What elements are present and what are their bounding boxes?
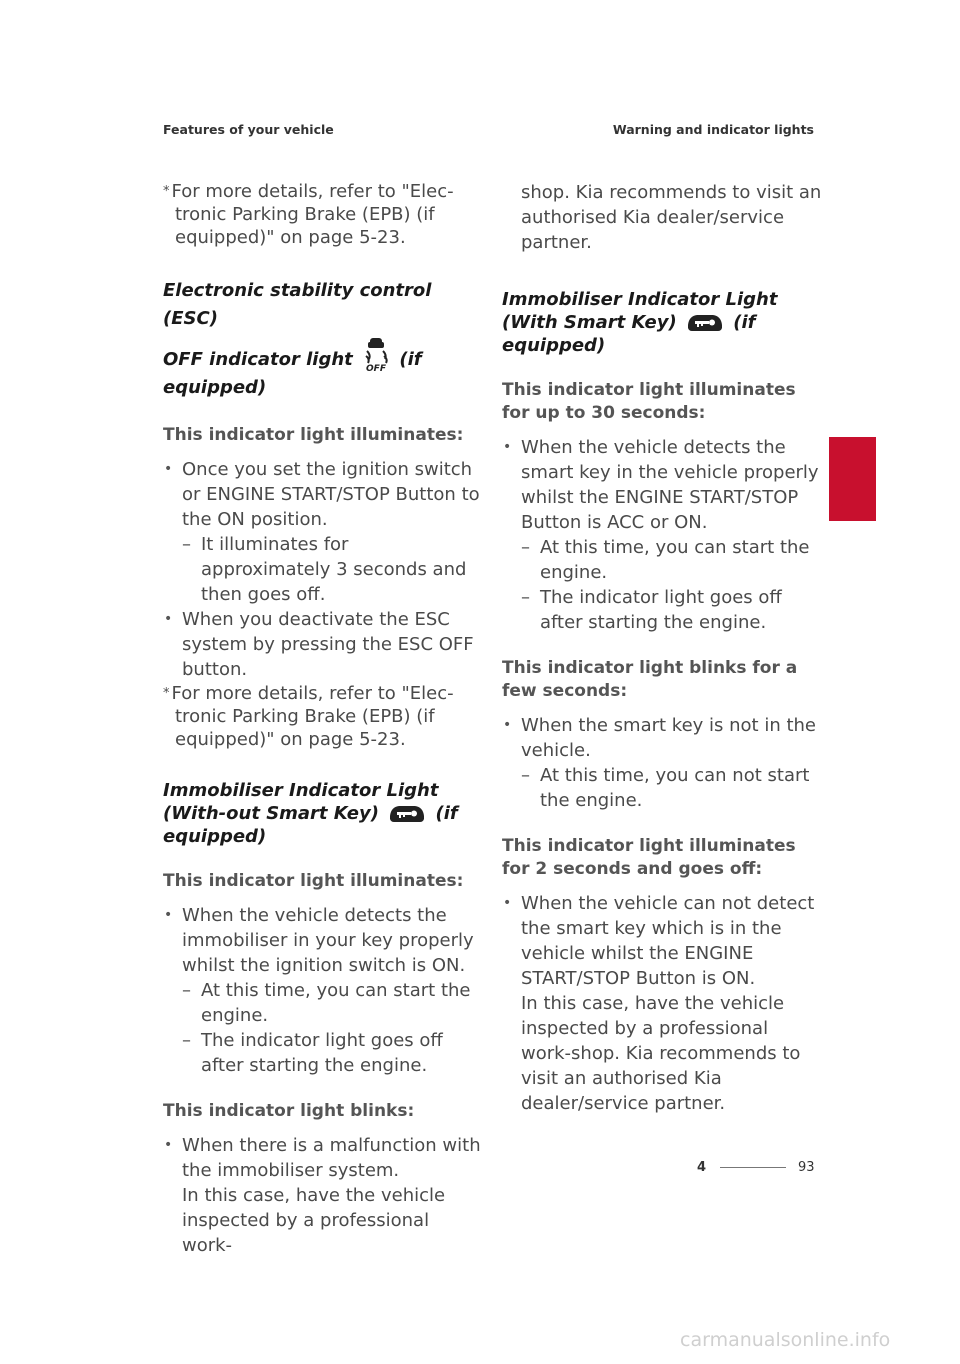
header-chapter-title: Warning and indicator lights: [612, 122, 814, 137]
esc-off-icon-label: OFF: [366, 364, 387, 373]
list-item: – At this time, you can start the engine.: [182, 978, 483, 1028]
note-epb: * For more details, refer to "Elec-tronic Parking Brake (EPB) (if equipped)" on page 5-23.: [163, 683, 454, 750]
immobiliser-key-icon: [685, 313, 725, 333]
left-column: [163, 180, 483, 1258]
dash-list: [182, 978, 483, 1078]
list-item: • When the smart key is not in the vehicle. – At this time, you can not start the engine.: [502, 713, 822, 813]
list-item: • When the vehicle can not detect the smart key which is in the vehicle whilst the ENGINE START/STOP Button is ON. In this case, have the vehicle inspected by a professional work-shop. Kia recommends to visit an authorised Kia dealer/service partner.: [502, 891, 822, 1116]
immobiliser-blink-list: [163, 1133, 483, 1258]
esc-off-title: Electronic stability control (ESC) OFF indicator light OFF (if equipped): [163, 280, 432, 398]
smart-key-blink-list: [502, 713, 822, 813]
right-column: [502, 180, 822, 1116]
esc-off-icon: [361, 337, 391, 373]
dash-list: [182, 532, 483, 607]
smart-key-bullet-list: [502, 435, 822, 635]
immobiliser-key-icon: [387, 804, 427, 824]
chapter-tab-number: 4: [838, 500, 850, 520]
list-item: • When there is a malfunction with the immobiliser system. In this case, have the vehicle inspected by a professional work-: [163, 1133, 483, 1258]
list-item: • When the vehicle detects the immobiliser in your key properly whilst the ignition switch is ON. – At this time, you can start the engine. – The indicator light goes off after starting the engine.: [163, 903, 483, 1078]
header-section-title: Features of your vehicle: [163, 122, 334, 137]
smart-key-immobiliser-title: Immobiliser Indicator Light (With Smart Key) (if equipped): [502, 289, 778, 356]
footer-page-number: 93: [798, 1160, 815, 1175]
asterisk-icon: *: [163, 184, 170, 199]
list-item: – At this time, you can not start the engine.: [521, 763, 822, 813]
smart-key-blinks-subheading: This indicator light blinks for a few seconds:: [502, 658, 798, 701]
immobiliser-subheading: This indicator light illuminates:: [163, 871, 464, 891]
dash-list: [521, 535, 822, 635]
immobiliser-bullet-list: [163, 903, 483, 1078]
footer-divider: [720, 1167, 786, 1168]
continued-paragraph: shop. Kia recommends to visit an authorised Kia dealer/service partner.: [521, 182, 822, 253]
smart-key-subheading-30s: This indicator light illuminates for up to 30 seconds:: [502, 380, 796, 423]
list-item: • When you deactivate the ESC system by pressing the ESC OFF button.: [163, 607, 483, 682]
list-item: – At this time, you can start the engine.: [521, 535, 822, 585]
asterisk-icon: *: [163, 686, 170, 701]
smart-key-2s-subheading: This indicator light illuminates for 2 seconds and goes off:: [502, 836, 796, 879]
chapter-tab: [829, 437, 876, 521]
list-item: • When the vehicle detects the smart key in the vehicle properly whilst the ENGINE START/STOP Button is ACC or ON. – At this time, you can start the engine. – The indicator light goes off after starting the engine.: [502, 435, 822, 635]
esc-subheading: This indicator light illuminates:: [163, 425, 464, 445]
smart-key-2s-list: [502, 891, 822, 1116]
footer-chapter-number: 4: [697, 1160, 707, 1175]
esc-bullet-list: [163, 457, 483, 682]
dash-list: [521, 763, 822, 813]
list-item: – The indicator light goes off after starting the engine.: [521, 585, 822, 635]
list-item: – It illuminates for approximately 3 seconds and then goes off.: [182, 532, 483, 607]
list-item: • Once you set the ignition switch or ENGINE START/STOP Button to the ON position. – It illuminates for approximately 3 seconds and then goes off.: [163, 457, 483, 607]
immobiliser-blinks-subheading: This indicator light blinks:: [163, 1101, 415, 1121]
note-epb: * For more details, refer to "Elec-tronic Parking Brake (EPB) (if equipped)" on page 5-23.: [163, 181, 454, 248]
list-item: – The indicator light goes off after starting the engine.: [182, 1028, 483, 1078]
immobiliser-title: Immobiliser Indicator Light (With-out Smart Key) (if equipped): [163, 780, 458, 847]
watermark: carmanualsonline.info: [680, 1329, 891, 1351]
